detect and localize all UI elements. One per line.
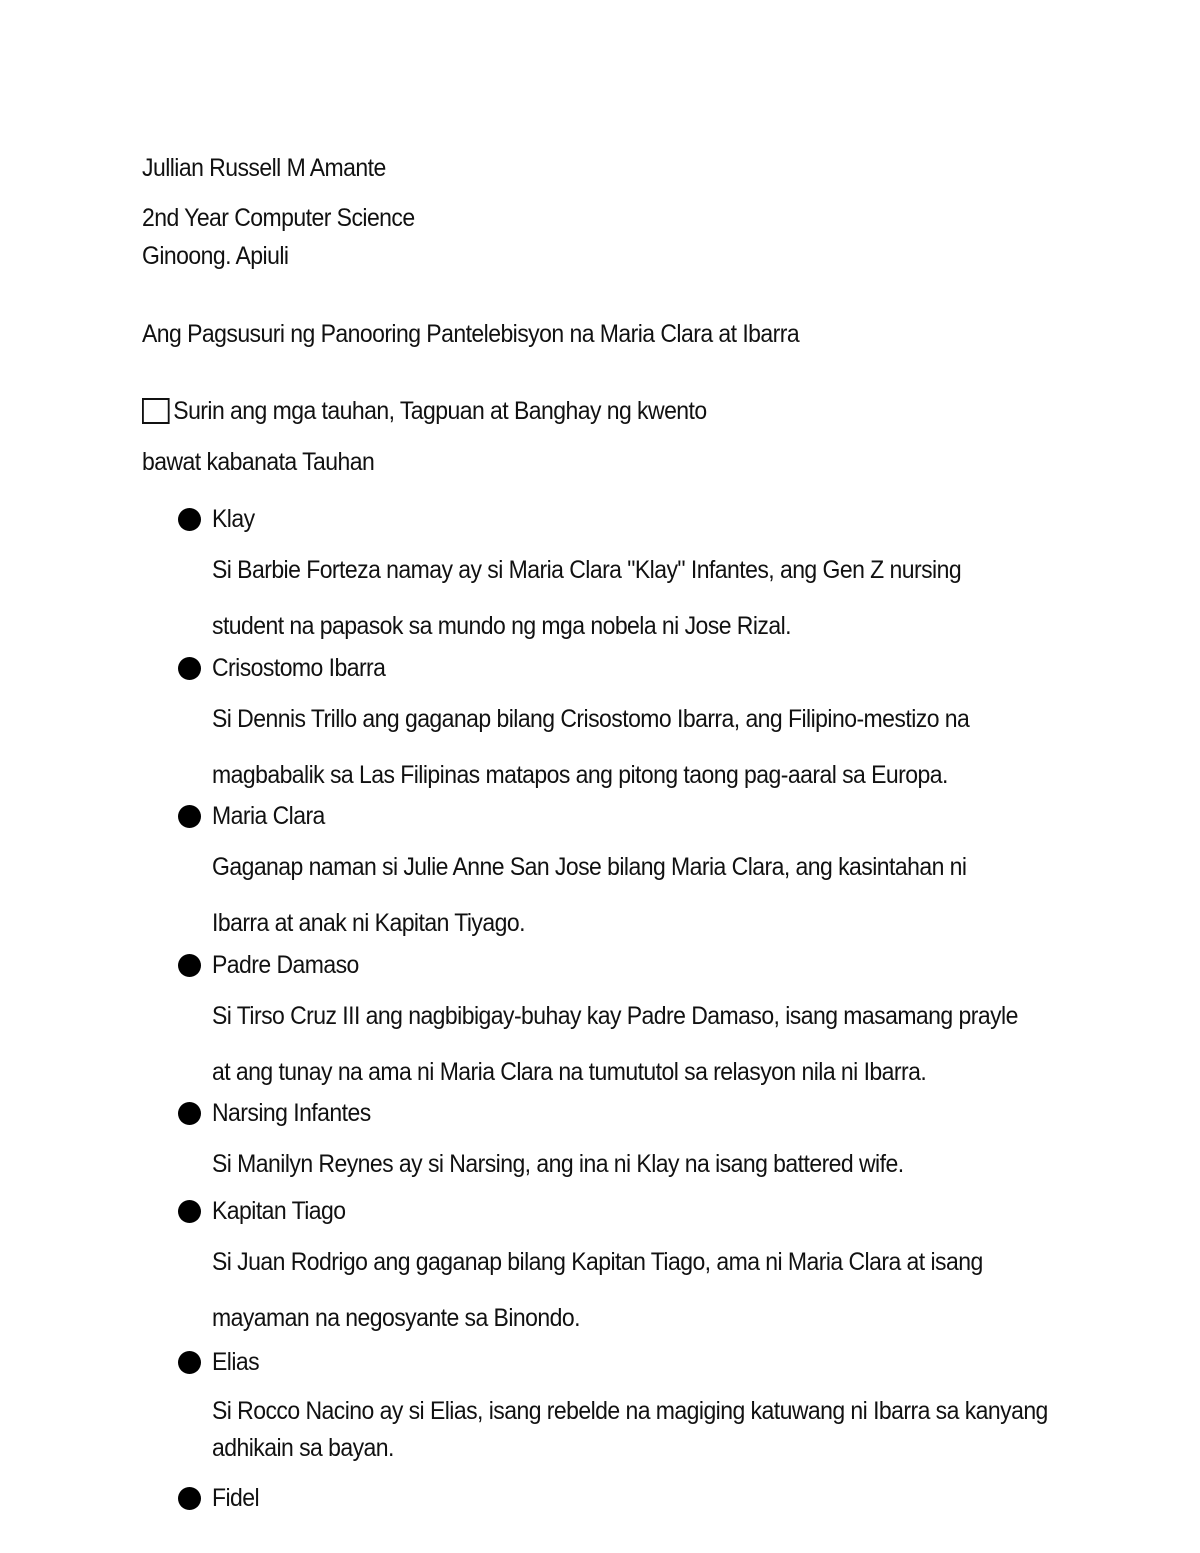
character-description: [212, 1234, 1058, 1346]
character-name: Fidel: [212, 1484, 260, 1512]
character-name: Crisostomo Ibarra: [212, 654, 386, 682]
bullet-icon: [178, 657, 201, 680]
character-name: Kapitan Tiago: [212, 1197, 346, 1225]
bullet-icon: [178, 1200, 201, 1223]
bullet-icon: [178, 954, 201, 977]
character-description: [212, 988, 1058, 1100]
year-course: 2nd Year Computer Science: [142, 204, 415, 232]
checkbox-icon: [142, 398, 170, 424]
bullet-icon: [178, 805, 201, 828]
description-line: Si Manilyn Reynes ay si Narsing, ang ina ni Klay na isang battered wife.: [212, 1150, 904, 1178]
description-line: at ang tunay na ama ni Maria Clara na tumututol sa relasyon nila ni Ibarra.: [212, 1058, 927, 1086]
character-description: [212, 691, 1058, 803]
author-name: Jullian Russell M Amante: [142, 154, 386, 182]
description-line: Ibarra at anak ni Kapitan Tiyago.: [212, 909, 525, 937]
description-line: Si Rocco Nacino ay si Elias, isang rebelde na magiging katuwang ni Ibarra sa kanyang: [212, 1397, 1048, 1425]
document-title: Ang Pagsusuri ng Panooring Pantelebisyon na Maria Clara at Ibarra: [142, 320, 800, 348]
bullet-icon: [178, 1487, 201, 1510]
bullet-icon: [178, 508, 201, 531]
character-name: Elias: [212, 1348, 260, 1376]
description-line: student na papasok sa mundo ng mga nobela ni Jose Rizal.: [212, 612, 791, 640]
description-line: Si Juan Rodrigo ang gaganap bilang Kapitan Tiago, ama ni Maria Clara at isang: [212, 1248, 983, 1276]
character-description: [212, 542, 1058, 654]
description-line: Si Tirso Cruz III ang nagbibigay-buhay kay Padre Damaso, isang masamang prayle: [212, 1002, 1018, 1030]
description-line: mayaman na negosyante sa Binondo.: [212, 1304, 580, 1332]
description-line: Si Barbie Forteza namay ay si Maria Clara "Klay" Infantes, ang Gen Z nursing: [212, 556, 962, 584]
bullet-icon: [178, 1351, 201, 1374]
bullet-icon: [178, 1102, 201, 1125]
character-name: Klay: [212, 505, 255, 533]
task-text: Surin ang mga tauhan, Tagpuan at Banghay ng kwento: [173, 397, 707, 425]
task-item: [142, 396, 707, 426]
character-description: [212, 1393, 1058, 1467]
character-name: Padre Damaso: [212, 951, 359, 979]
description-line: Gaganap naman si Julie Anne San Jose bilang Maria Clara, ang kasintahan ni: [212, 853, 967, 881]
character-name: Maria Clara: [212, 802, 325, 830]
character-name: Narsing Infantes: [212, 1099, 371, 1127]
character-description: [212, 839, 1058, 951]
task-continuation: bawat kabanata Tauhan: [142, 448, 375, 476]
character-description: [212, 1136, 1058, 1192]
description-line: Si Dennis Trillo ang gaganap bilang Crisostomo Ibarra, ang Filipino-mestizo na: [212, 705, 970, 733]
description-line: adhikain sa bayan.: [212, 1434, 394, 1462]
teacher-name: Ginoong. Apiuli: [142, 242, 289, 270]
description-line: magbabalik sa Las Filipinas matapos ang pitong taong pag-aaral sa Europa.: [212, 761, 948, 789]
